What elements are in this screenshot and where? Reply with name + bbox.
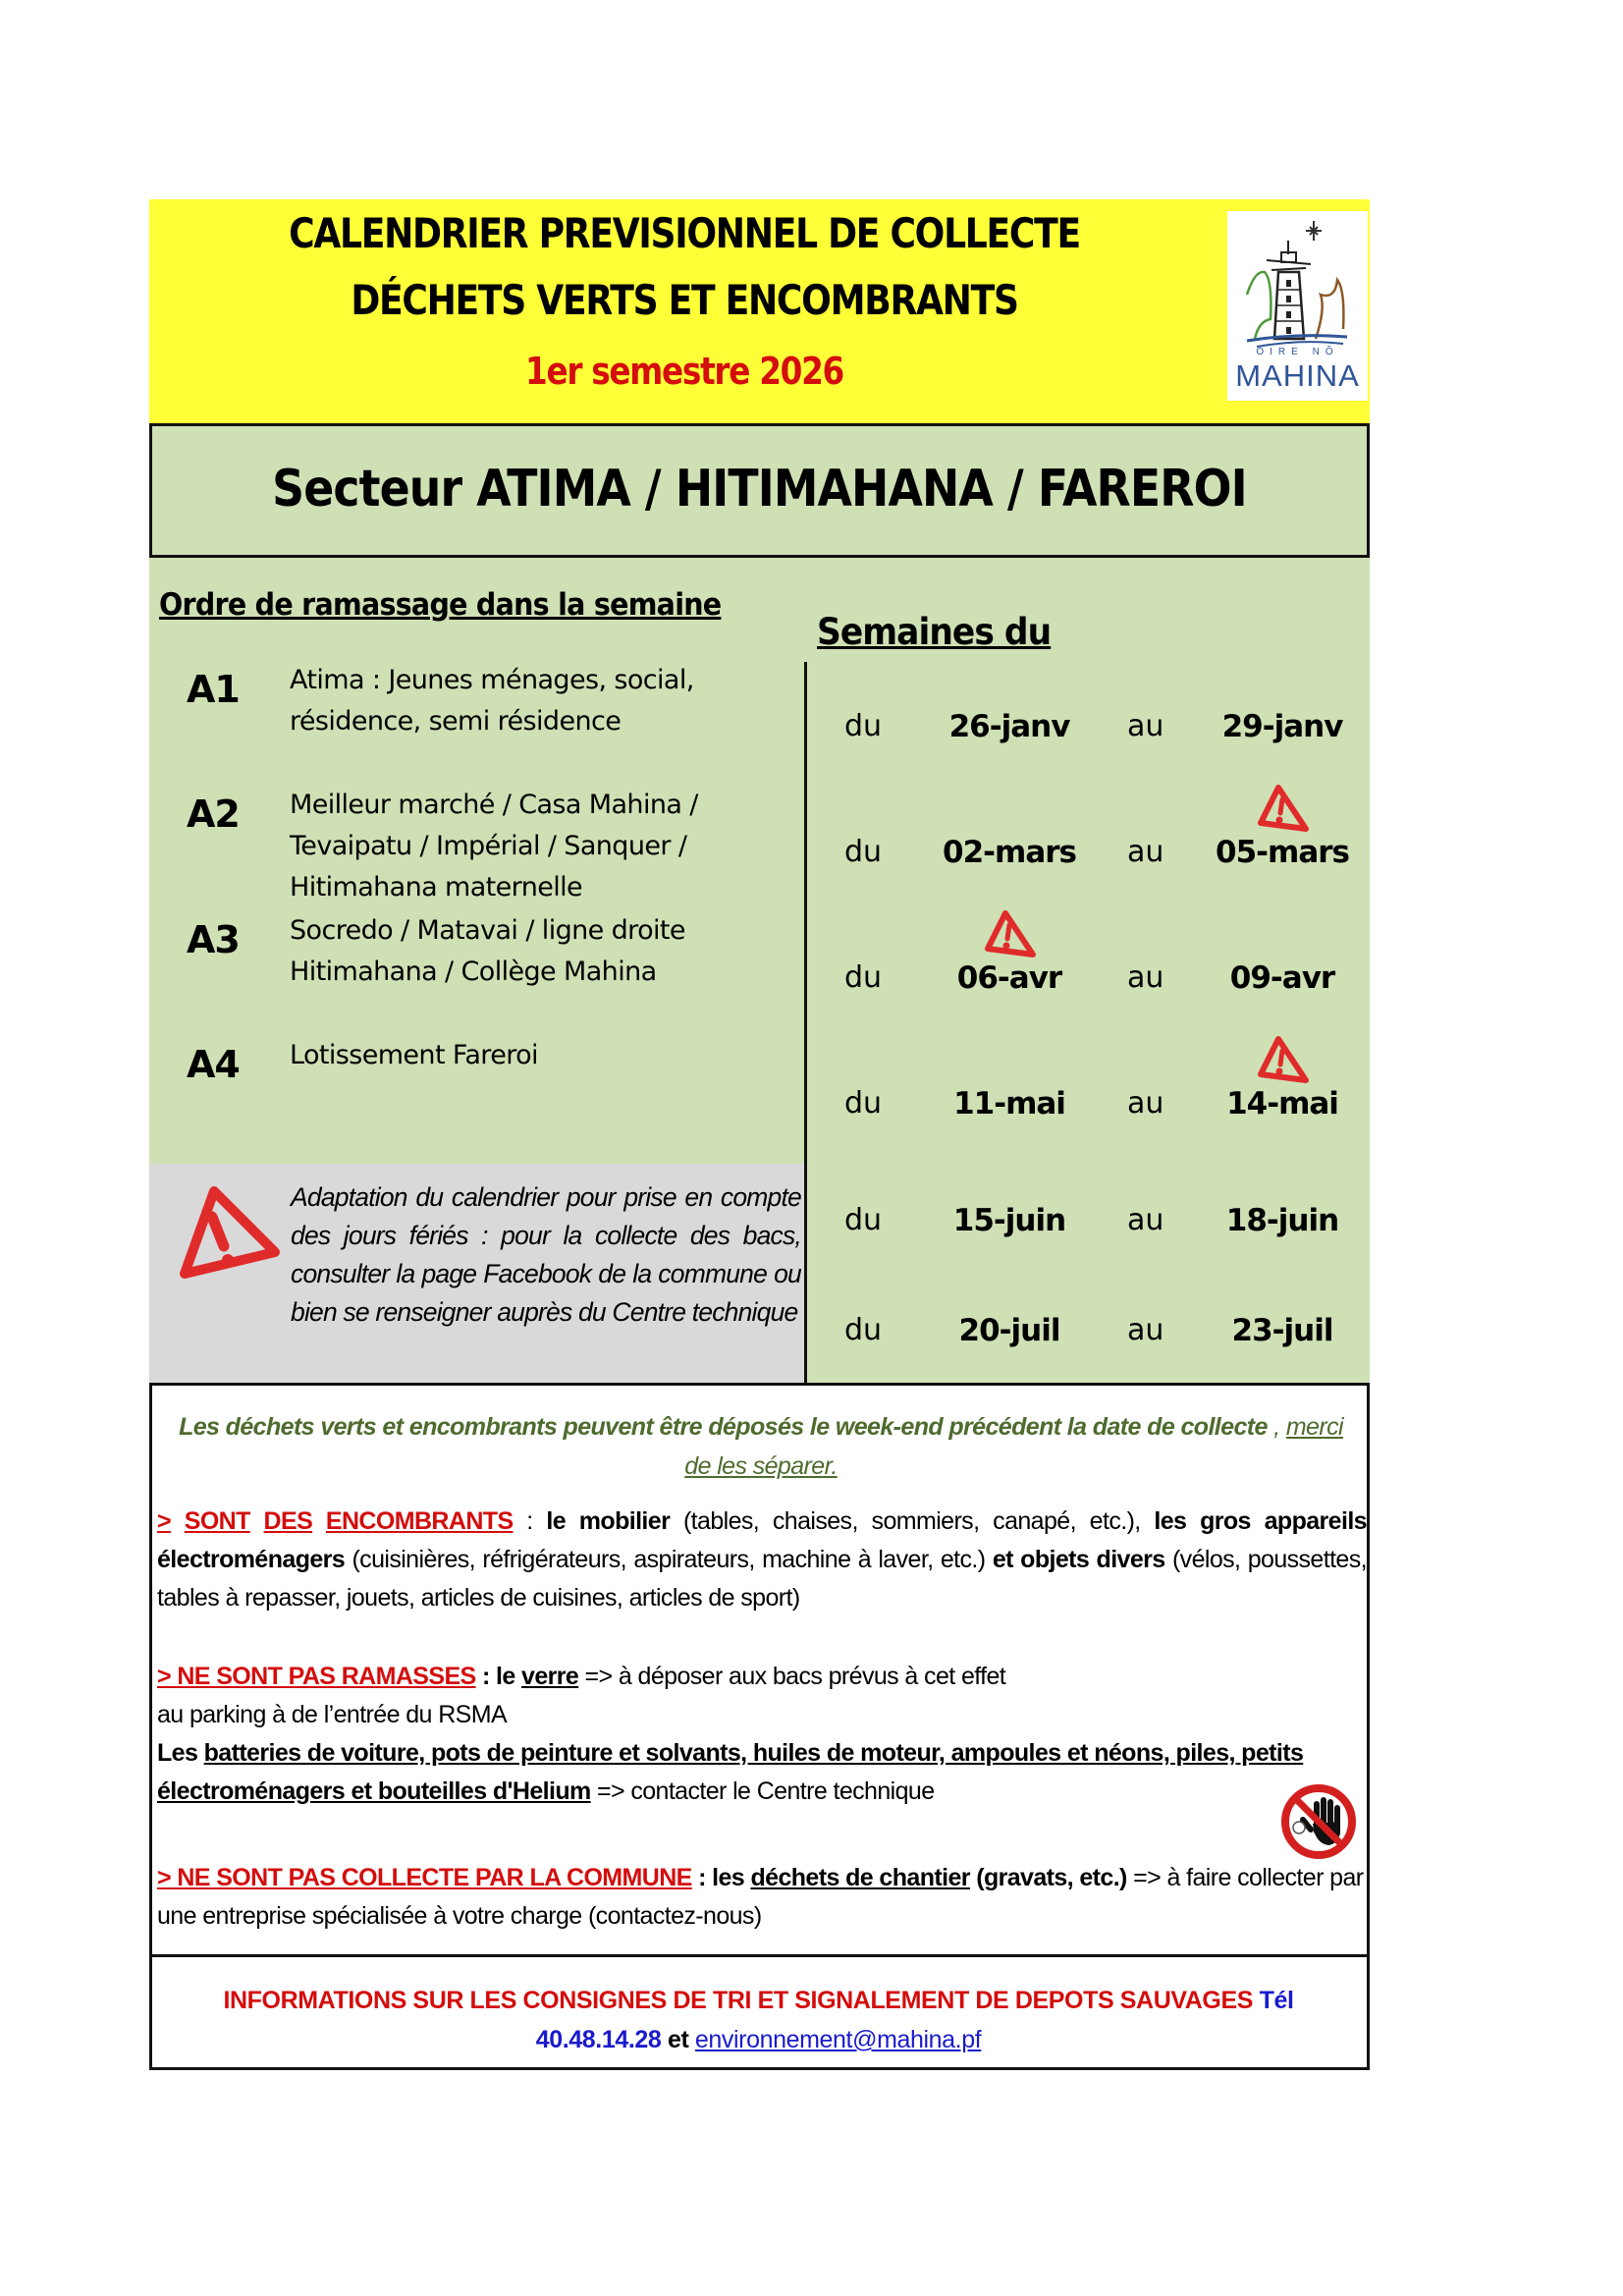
- week-start-date: 15-juin: [952, 1203, 1066, 1238]
- contact-et: et: [667, 2026, 689, 2053]
- com-t1: => à faire collecter par une entreprise spécialisée à votre charge (contactez-nous): [157, 1864, 1364, 1930]
- area-code: A4: [187, 1043, 240, 1086]
- week-start-date: 11-mai: [953, 1086, 1065, 1121]
- notice-main: Les déchets verts et encombrants peuvent être déposés le week-end précédent la date de collecte: [179, 1413, 1268, 1441]
- week-au-label: au: [1127, 1086, 1164, 1121]
- holiday-warning-icon: [982, 909, 1037, 960]
- column-divider: [804, 662, 807, 1383]
- holiday-warning-icon: [1255, 1035, 1310, 1086]
- week-row: [807, 1203, 1370, 1252]
- com-label: > NE SONT PAS COLLECTE PAR LA COMMUNE: [157, 1864, 692, 1891]
- area-description-line: Tevaipatu / Impérial / Sanquer /: [290, 831, 687, 861]
- area-description: [290, 1035, 781, 1076]
- week-start-date: 06-avr: [956, 960, 1062, 996]
- contact-text: INFORMATIONS SUR LES CONSIGNES DE TRI ET SIGNALEMENT DE DEPOTS SAUVAGES: [223, 1987, 1254, 2014]
- sector-box: [149, 423, 1370, 558]
- area-description-line: Hitimahana / Collège Mahina: [290, 957, 657, 987]
- com-colon: :: [691, 1864, 713, 1891]
- week-row: [807, 835, 1370, 884]
- area-description-line: Hitimahana maternelle: [290, 872, 583, 902]
- mahina-logo: [1227, 211, 1368, 401]
- lighthouse-icon: [1227, 211, 1368, 349]
- com-les: les: [712, 1864, 751, 1891]
- area-description-line: Lotissement Fareroi: [290, 1040, 538, 1070]
- email-link[interactable]: environnement@mahina.pf: [694, 2026, 982, 2053]
- week-row: [807, 1086, 1370, 1135]
- title-line-1: CALENDRIER PREVISIONNEL DE COLLECTE: [289, 209, 1080, 257]
- logo-name: MAHINA: [1235, 358, 1360, 393]
- info-separator: [149, 1954, 1370, 1957]
- ram-verre: verre: [521, 1663, 579, 1690]
- week-end-date: 14-mai: [1226, 1086, 1338, 1121]
- area-description-line: Socredo / Matavai / ligne droite: [290, 915, 685, 946]
- week-row: [807, 709, 1370, 758]
- area-description: [290, 785, 781, 908]
- ram-t1: => à déposer aux bacs prévus à cet effet: [578, 1663, 1006, 1690]
- area-code: A1: [187, 668, 240, 711]
- week-end-date: 29-janv: [1221, 709, 1343, 744]
- week-start-date: 02-mars: [943, 835, 1076, 870]
- com-item: déchets de chantier: [750, 1864, 970, 1891]
- week-end-date: 18-juin: [1225, 1203, 1339, 1238]
- header-banner: [149, 199, 1370, 423]
- week-au-label: au: [1127, 835, 1164, 869]
- week-au-label: au: [1127, 709, 1164, 743]
- title-line-2: DÉCHETS VERTS ET ENCOMBRANTS: [351, 276, 1018, 324]
- contact-info: [162, 1981, 1355, 2059]
- enc-t1: (tables, chaises, sommiers, canapé, etc.),: [670, 1507, 1155, 1535]
- deposit-notice: [167, 1407, 1355, 1486]
- ramasses-paragraph: [157, 1658, 1367, 1811]
- week-du-label: du: [844, 1313, 883, 1347]
- enc-t2: (cuisinières, réfrigérateurs, aspirateurs, machine à laver, etc.): [345, 1546, 993, 1573]
- weeks-title: Semaines du: [817, 611, 1052, 653]
- week-end-date: 05-mars: [1216, 835, 1349, 870]
- notice-sep: ,: [1267, 1413, 1286, 1441]
- order-title: Ordre de ramassage dans la semaine: [159, 587, 722, 623]
- semester-label: 1er semestre 2026: [524, 350, 843, 393]
- enc-b2: les gros appareils électroménagers: [157, 1507, 1367, 1573]
- week-start-date: 20-juil: [958, 1313, 1060, 1348]
- area-code: A2: [187, 793, 240, 836]
- enc-w3: ENCOMBRANTS: [325, 1507, 514, 1535]
- com-btail: (gravats, etc.): [969, 1864, 1127, 1891]
- ram-t2: => contacter le Centre technique: [590, 1777, 935, 1805]
- enc-gt: >: [157, 1507, 171, 1535]
- area-description-line: Atima : Jeunes ménages, social,: [290, 665, 694, 695]
- sector-title: Secteur ATIMA / HITIMAHANA / FAREROI: [272, 460, 1247, 519]
- week-au-label: au: [1127, 960, 1164, 995]
- enc-w1: SONT: [184, 1507, 250, 1535]
- phone-number[interactable]: 40.48.14.28: [535, 2026, 662, 2053]
- encombrants-paragraph: [157, 1503, 1367, 1617]
- week-start-date: 26-janv: [948, 709, 1070, 744]
- holiday-note: Adaptation du calendrier pour prise en compte des jours fériés : pour la collecte des bacs, consulter la page Facebook de la commune ou bien se renseigner auprès du Centre technique: [291, 1182, 801, 1327]
- week-au-label: au: [1127, 1313, 1164, 1347]
- area-description-line: résidence, semi résidence: [290, 706, 622, 737]
- ram-les: Les: [157, 1739, 204, 1767]
- logo-tagline: OIRE NÕ: [1256, 347, 1339, 357]
- area-description-line: Meilleur marché / Casa Mahina /: [290, 790, 698, 820]
- ram-line2: au parking à de l’entrée du RSMA: [157, 1701, 508, 1728]
- week-du-label: du: [844, 709, 883, 743]
- area-description: [290, 910, 781, 993]
- week-end-date: 23-juil: [1231, 1313, 1333, 1348]
- week-row: [807, 1313, 1370, 1362]
- enc-w2: DES: [263, 1507, 313, 1535]
- week-du-label: du: [844, 1086, 883, 1121]
- ram-label: > NE SONT PAS RAMASSES: [157, 1663, 476, 1690]
- no-entry-hand-icon: [1279, 1782, 1358, 1861]
- area-description: [290, 660, 781, 742]
- ram-items: batteries de voiture, pots de peinture et solvants, huiles de moteur, ampoules et néons, piles, petits électroménagers et bouteilles d'Helium: [157, 1739, 1304, 1805]
- ram-le: le: [496, 1663, 522, 1690]
- week-au-label: au: [1127, 1203, 1164, 1237]
- ram-colon: :: [475, 1663, 497, 1690]
- enc-b3: et objets divers: [992, 1546, 1165, 1573]
- holiday-warning-icon: [1255, 784, 1310, 835]
- week-row: [807, 960, 1370, 1010]
- area-code: A3: [187, 918, 240, 961]
- week-du-label: du: [844, 960, 883, 995]
- enc-b1: le mobilier: [546, 1507, 671, 1535]
- week-du-label: du: [844, 1203, 883, 1237]
- enc-colon: :: [513, 1507, 547, 1535]
- notice-tail: merci de les séparer.: [684, 1413, 1343, 1480]
- week-end-date: 09-avr: [1229, 960, 1335, 996]
- enc-t3: (vélos, poussettes, tables à repasser, jouets, articles de cuisines, articles de sport): [157, 1546, 1367, 1612]
- warning-icon: [175, 1183, 283, 1282]
- commune-paragraph: [157, 1859, 1367, 1936]
- week-du-label: du: [844, 835, 883, 869]
- tel-label: Tél: [1259, 1987, 1294, 2014]
